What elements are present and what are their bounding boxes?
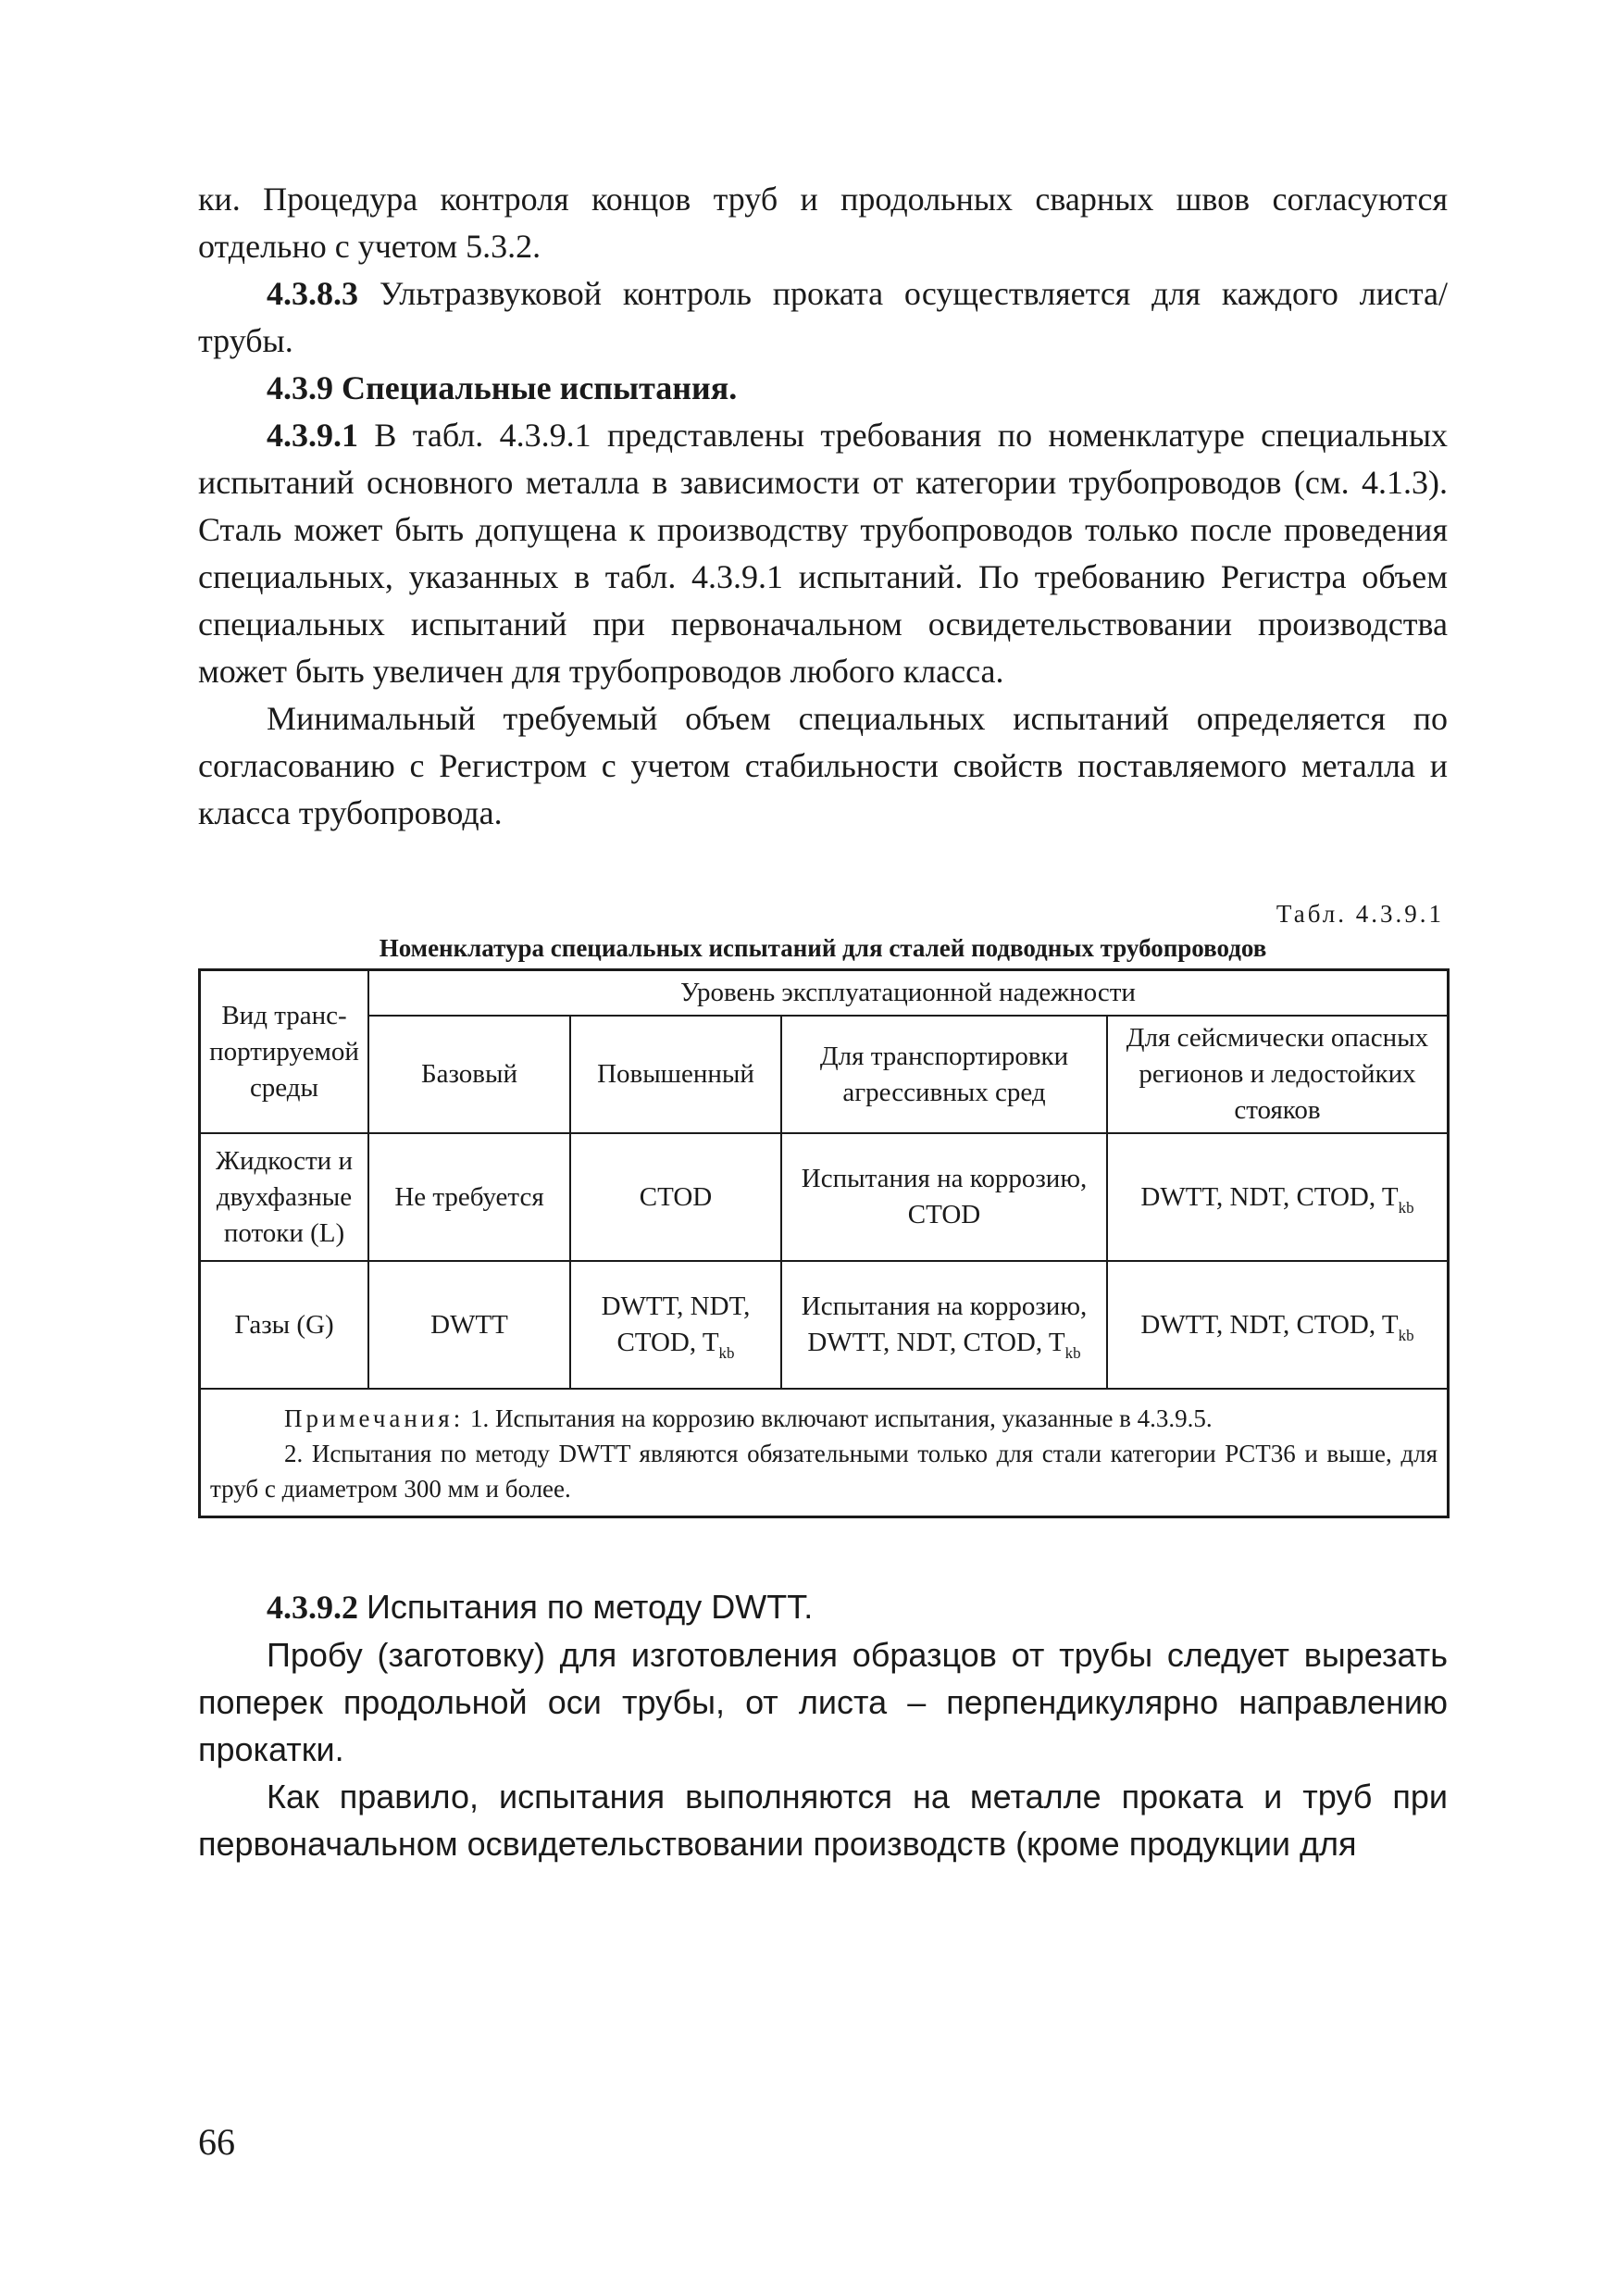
subscript: kb [1064,1344,1081,1362]
notes-label: Примечания: [284,1404,465,1432]
cell-text: Не требуется [394,1181,544,1212]
clause-number: 4.3.8.3 [267,275,358,312]
column-header: Базовый [368,1016,570,1133]
clause-number: 4.3.9.1 [267,417,358,454]
table-cell [1107,1133,1449,1261]
table-cell [368,1261,570,1389]
cell-text: DWTT [430,1309,508,1340]
note-2: 2. Испытания по методу DWTT являются обязательными только для стали категории PCT36 и выше, для труб с диаметром 300 мм и более. [210,1440,1438,1503]
corner-header-cell: Вид транс-портируемой среды [200,970,369,1134]
paragraph-sample-cutting: Пробу (заготовку) для изготовления образцов от трубы следует вырезать поперек продольной оси трубы, от листа – перпендикулярно направлению прокатки. [198,1636,1448,1768]
cell-text: DWTT, NDT, CTOD, T [1140,1309,1399,1340]
table-label: Табл. 4.3.9.1 [1276,900,1444,928]
table-notes-cell [200,1389,1449,1517]
note-line [210,1436,1438,1506]
paragraph-minimum-scope: Минимальный требуемый объем специальных испытаний определяется по согласованию с Регистром с учетом стабильности свойств поставляемого металла и класса трубопровода. [198,700,1448,831]
paragraph-text: Ультразвуковой контроль проката осуществляется для каждого листа/трубы. [198,275,1448,359]
paragraph-4-3-8-3 [198,270,1448,365]
subscript: kb [1398,1198,1414,1217]
clause-number: 4.3.9.2 [267,1589,358,1626]
paragraph-continuation: ки. Процедура контроля концов труб и продольных сварных швов согласуются отдельно с учетом 5.3.2. [198,181,1448,265]
column-header: Для сейсмически опасных регионов и ледостойких стояков [1107,1016,1449,1133]
row-label-cell: Жидкости и двухфазные потоки (L) [200,1133,369,1261]
section-title: Специальные испытания. [342,369,738,406]
table-cell [570,1133,781,1261]
page-body [198,176,1448,1867]
cell-text: DWTT, NDT, CTOD, T [1140,1181,1399,1212]
column-header: Повышенный [570,1016,781,1133]
subscript: kb [718,1344,735,1362]
cell-text: DWTT, NDT, CTOD, T [601,1292,751,1357]
table-subheader-row [200,1016,1449,1133]
cell-text: Испытания на коррозию, CTOD [801,1164,1088,1229]
column-header: Для транспортировки агрессивных сред [781,1016,1107,1133]
paragraph-text: В табл. 4.3.9.1 представлены требования по номенклатуре специальных испытаний основного металла в зависимости от категории трубопроводов (см. 4.1.3). Сталь может быть допущена к производству трубопроводов только после проведения специальных, указанных в табл. 4.3.9.1 испытаний. По требованию Регистра объем специальных испытаний при первоначальном освидетельствовании производства может быть увеличен для трубопроводов любого класса. [198,417,1449,690]
row-label-cell: Газы (G) [200,1261,369,1389]
paragraph-text: Испытания по методу DWTT. [367,1588,814,1626]
table-cell [781,1133,1107,1261]
table-row [200,1261,1449,1389]
paragraph-4-3-9-2 [198,1583,1448,1631]
cell-text: CTOD [639,1181,713,1212]
table-cell [1107,1261,1449,1389]
table-notes-row [200,1389,1449,1517]
special-tests-table [198,968,1450,1518]
table-title: Номенклатура специальных испытаний для сталей подводных трубопроводов [379,934,1267,962]
section-heading-4-3-9 [198,365,1448,412]
note-line [210,1401,1438,1436]
table-header-row [200,970,1449,1017]
group-header-cell: Уровень эксплуатационной надежности [368,970,1449,1017]
subscript: kb [1398,1326,1414,1344]
paragraph-4-3-9-1 [198,412,1448,695]
table-cell [570,1261,781,1389]
note-1: 1. Испытания на коррозию включают испытания, указанные в 4.3.9.5. [469,1404,1213,1432]
page-number: 66 [198,2121,235,2163]
table-row [200,1133,1449,1261]
cell-text: Испытания на коррозию, DWTT, NDT, CTOD, T [801,1292,1088,1357]
clause-number: 4.3.9 [267,369,333,406]
table-cell [781,1261,1107,1389]
table-cell [368,1133,570,1261]
paragraph-as-a-rule: Как правило, испытания выполняются на металле проката и труб при первоначальном освидетельствовании производств (кроме продукции для [198,1778,1448,1863]
